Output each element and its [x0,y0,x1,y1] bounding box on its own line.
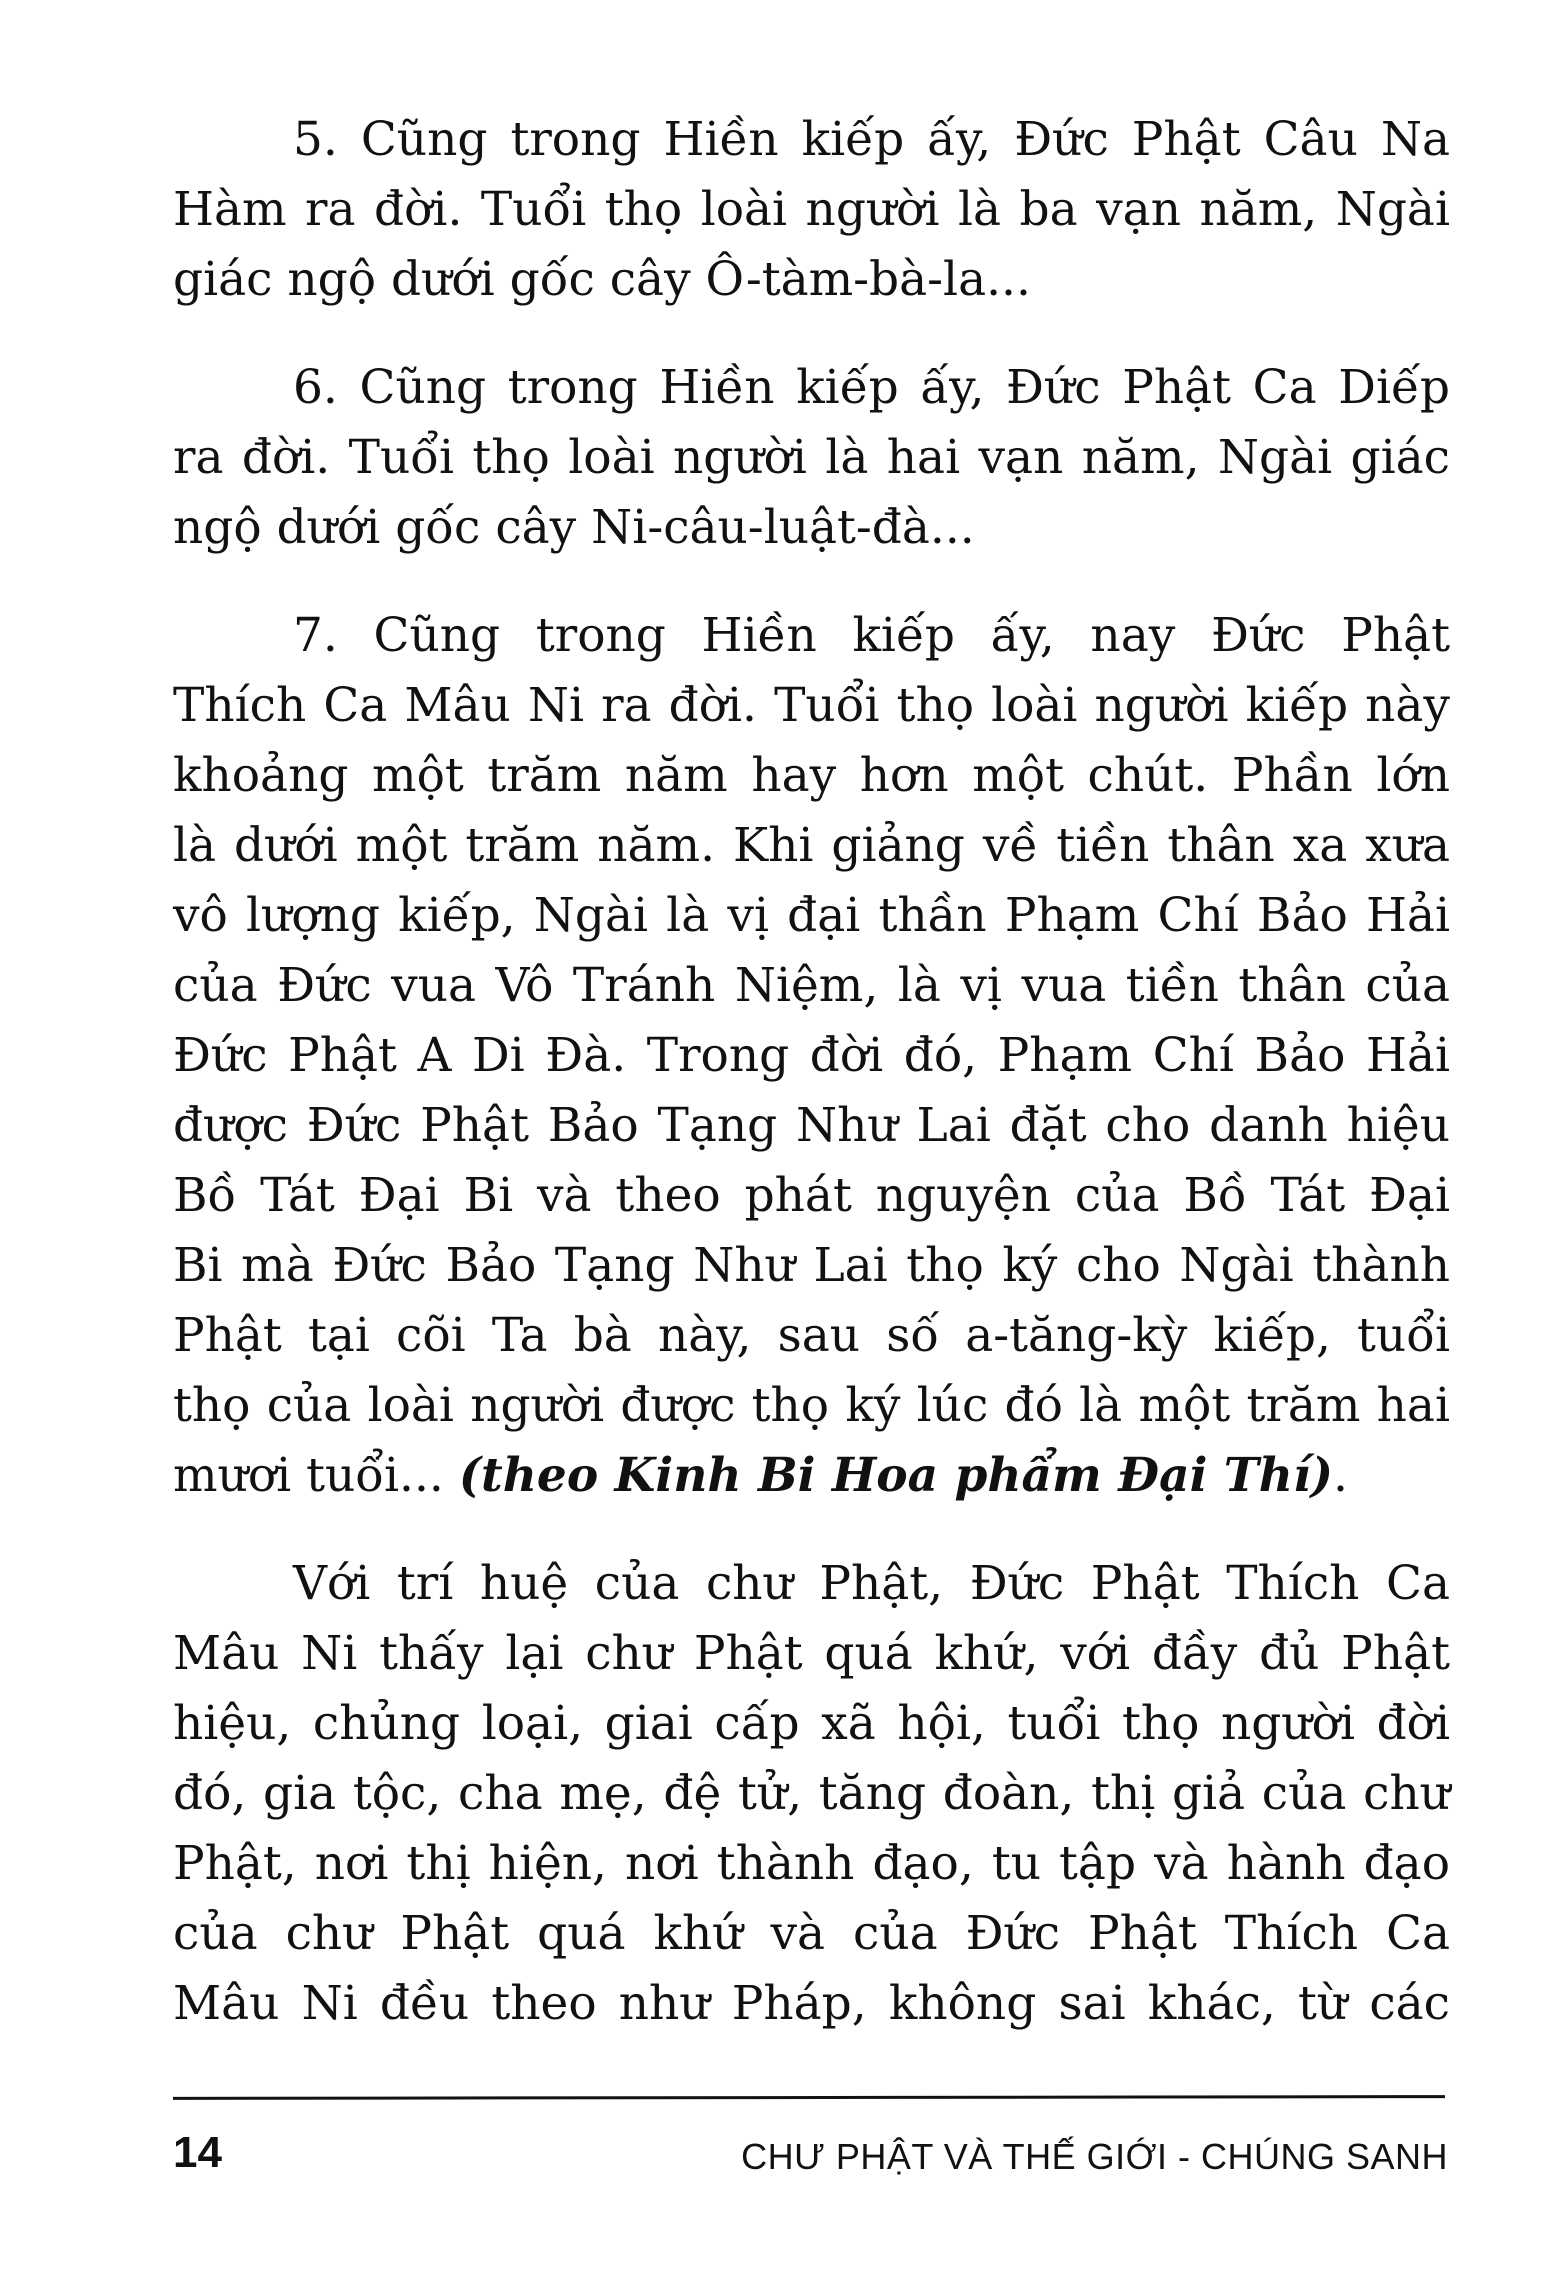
text-line: hiệu, chủng loại, giai cấp xã hội, tuổi thọ người đời [173,1696,1450,1751]
text-line: 6. Cũng trong Hiền kiếp ấy, Đức Phật Ca Diếp [293,360,1450,415]
text-line: giác ngộ dưới gốc cây Ô-tàm-bà-la... [173,252,1031,307]
text-segment: mươi tuổi... [173,1448,459,1503]
text-line: Mâu Ni thấy lại chư Phật quá khứ, với đầy đủ Phật [173,1626,1450,1681]
text-line: thọ của loài người được thọ ký lúc đó là một trăm hai [173,1378,1450,1433]
paragraph-7 [173,601,1450,1511]
text-line: Phật, nơi thị hiện, nơi thành đạo, tu tập và hành đạo [173,1836,1450,1891]
page-number: 14 [173,2128,222,2177]
text-line: Phật tại cõi Ta bà này, sau số a-tăng-kỳ kiếp, tuổi [173,1308,1450,1363]
text-line: của Đức vua Vô Tránh Niệm, là vị vua tiền thân của [173,958,1450,1013]
text-line: Mâu Ni đều theo như Pháp, không sai khác, từ các [173,1976,1450,2031]
text-line: của chư Phật quá khứ và của Đức Phật Thích Ca [173,1906,1450,1961]
text-line: đó, gia tộc, cha mẹ, đệ tử, tăng đoàn, thị giả của chư [173,1766,1450,1821]
text-line: 7. Cũng trong Hiền kiếp ấy, nay Đức Phật [293,608,1450,663]
text-line: Đức Phật A Di Đà. Trong đời đó, Phạm Chí Bảo Hải [173,1028,1450,1083]
footer-rule [173,2095,1445,2100]
paragraph-6 [173,353,1450,563]
citation: (theo Kinh Bi Hoa phẩm Đại Thí) [458,1448,1334,1503]
paragraph-conclusion [173,1549,1450,2039]
text-segment: . [1333,1448,1348,1503]
text-line: Hàm ra đời. Tuổi thọ loài người là ba vạn năm, Ngài [173,182,1450,237]
running-head: CHƯ PHẬT VÀ THẾ GIỚI - CHÚNG SANH [741,2136,1448,2177]
text-line: được Đức Phật Bảo Tạng Như Lai đặt cho danh hiệu [173,1098,1450,1153]
text-line: khoảng một trăm năm hay hơn một chút. Phần lớn [173,748,1450,803]
text-line [173,1441,1450,1511]
text-line: vô lượng kiếp, Ngài là vị đại thần Phạm Chí Bảo Hải [173,888,1450,943]
text-line: 5. Cũng trong Hiền kiếp ấy, Đức Phật Câu Na [293,112,1450,167]
text-line: là dưới một trăm năm. Khi giảng về tiền thân xa xưa [173,818,1450,873]
text-line: Thích Ca Mâu Ni ra đời. Tuổi thọ loài người kiếp này [173,678,1450,733]
text-line: ra đời. Tuổi thọ loài người là hai vạn năm, Ngài giác [173,430,1450,485]
text-line: ngộ dưới gốc cây Ni-câu-luật-đà... [173,500,975,555]
text-line: Với trí huệ của chư Phật, Đức Phật Thích Ca [293,1556,1450,1611]
body-text [173,105,1450,2077]
text-line: Bồ Tát Đại Bi và theo phát nguyện của Bồ Tát Đại [173,1168,1450,1223]
paragraph-5 [173,105,1450,315]
text-line: Bi mà Đức Bảo Tạng Như Lai thọ ký cho Ngài thành [173,1238,1450,1293]
